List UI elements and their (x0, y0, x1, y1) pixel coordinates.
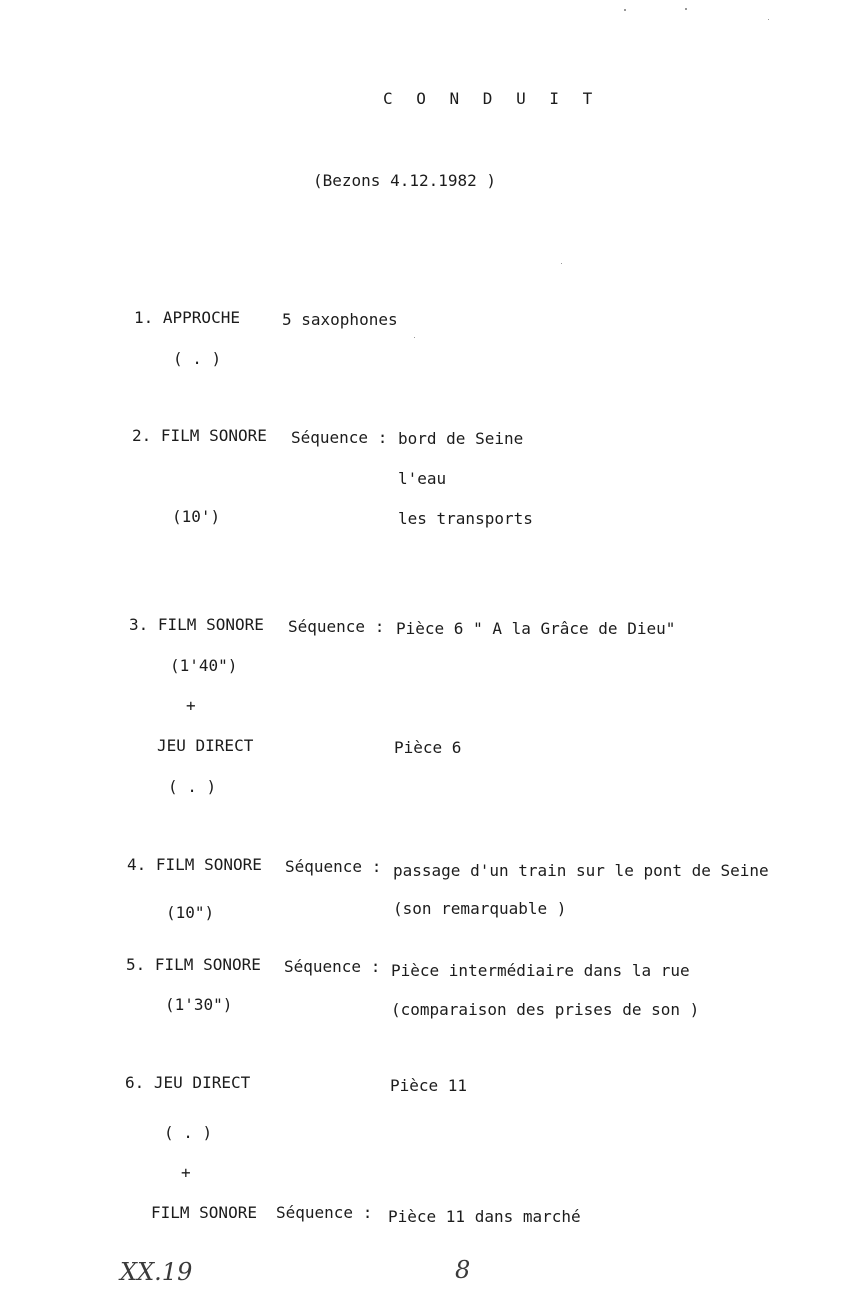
item-1-detail: 5 saxophones (282, 310, 398, 329)
item-5-sequence-label: Séquence : (284, 957, 381, 976)
item-4-duration: (10") (166, 903, 215, 922)
item-2-line-1: bord de Seine (398, 429, 524, 448)
scan-speck (768, 19, 769, 20)
page-number: 8 (455, 1256, 471, 1284)
item-2-duration: (10') (172, 507, 221, 526)
item-6-sequence-label: Séquence : (276, 1203, 373, 1222)
item-4-line-2: (son remarquable ) (393, 899, 567, 918)
page-subtitle: (Bezons 4.12.1982 ) (313, 171, 497, 190)
page-title: C O N D U I T (383, 89, 600, 108)
item-5-line-1: Pièce intermédiaire dans la rue (391, 961, 690, 980)
item-3-direct-duration: ( . ) (168, 777, 217, 796)
item-4-sequence-label: Séquence : (285, 857, 382, 876)
item-2-line-3: les transports (398, 509, 533, 528)
item-2-label: 2. FILM SONORE (132, 426, 267, 445)
item-2-line-2: l'eau (398, 469, 447, 488)
item-1-duration: ( . ) (173, 349, 222, 368)
scan-speck (685, 8, 687, 10)
item-3-duration: (1'40") (170, 656, 238, 675)
archive-reference: XX.19 (120, 1258, 193, 1286)
item-6-film-label: FILM SONORE (151, 1203, 257, 1222)
item-6-piece: Pièce 11 (390, 1076, 468, 1095)
item-3-sequence-label: Séquence : (288, 617, 385, 636)
item-3-line: Pièce 6 " A la Grâce de Dieu" (396, 619, 676, 638)
item-3-label: 3. FILM SONORE (129, 615, 264, 634)
item-4-label: 4. FILM SONORE (127, 855, 262, 874)
item-5-line-2: (comparaison des prises de son ) (391, 1000, 700, 1019)
item-2-sequence-label: Séquence : (291, 428, 388, 447)
item-6-label: 6. JEU DIRECT (125, 1073, 251, 1092)
item-5-label: 5. FILM SONORE (126, 955, 261, 974)
item-3-plus: + (186, 696, 196, 715)
item-6-plus: + (181, 1163, 191, 1182)
scan-speck (561, 263, 562, 264)
item-1-label: 1. APPROCHE (134, 308, 240, 327)
item-4-line-1: passage d'un train sur le pont de Seine (393, 861, 769, 880)
item-6-duration: ( . ) (164, 1123, 213, 1142)
scan-speck (414, 337, 415, 338)
item-3-direct-piece: Pièce 6 (394, 738, 462, 757)
item-3-direct-label: JEU DIRECT (157, 736, 254, 755)
scan-speck (624, 9, 626, 11)
item-6-film-piece: Pièce 11 dans marché (388, 1207, 581, 1226)
item-5-duration: (1'30") (165, 995, 233, 1014)
